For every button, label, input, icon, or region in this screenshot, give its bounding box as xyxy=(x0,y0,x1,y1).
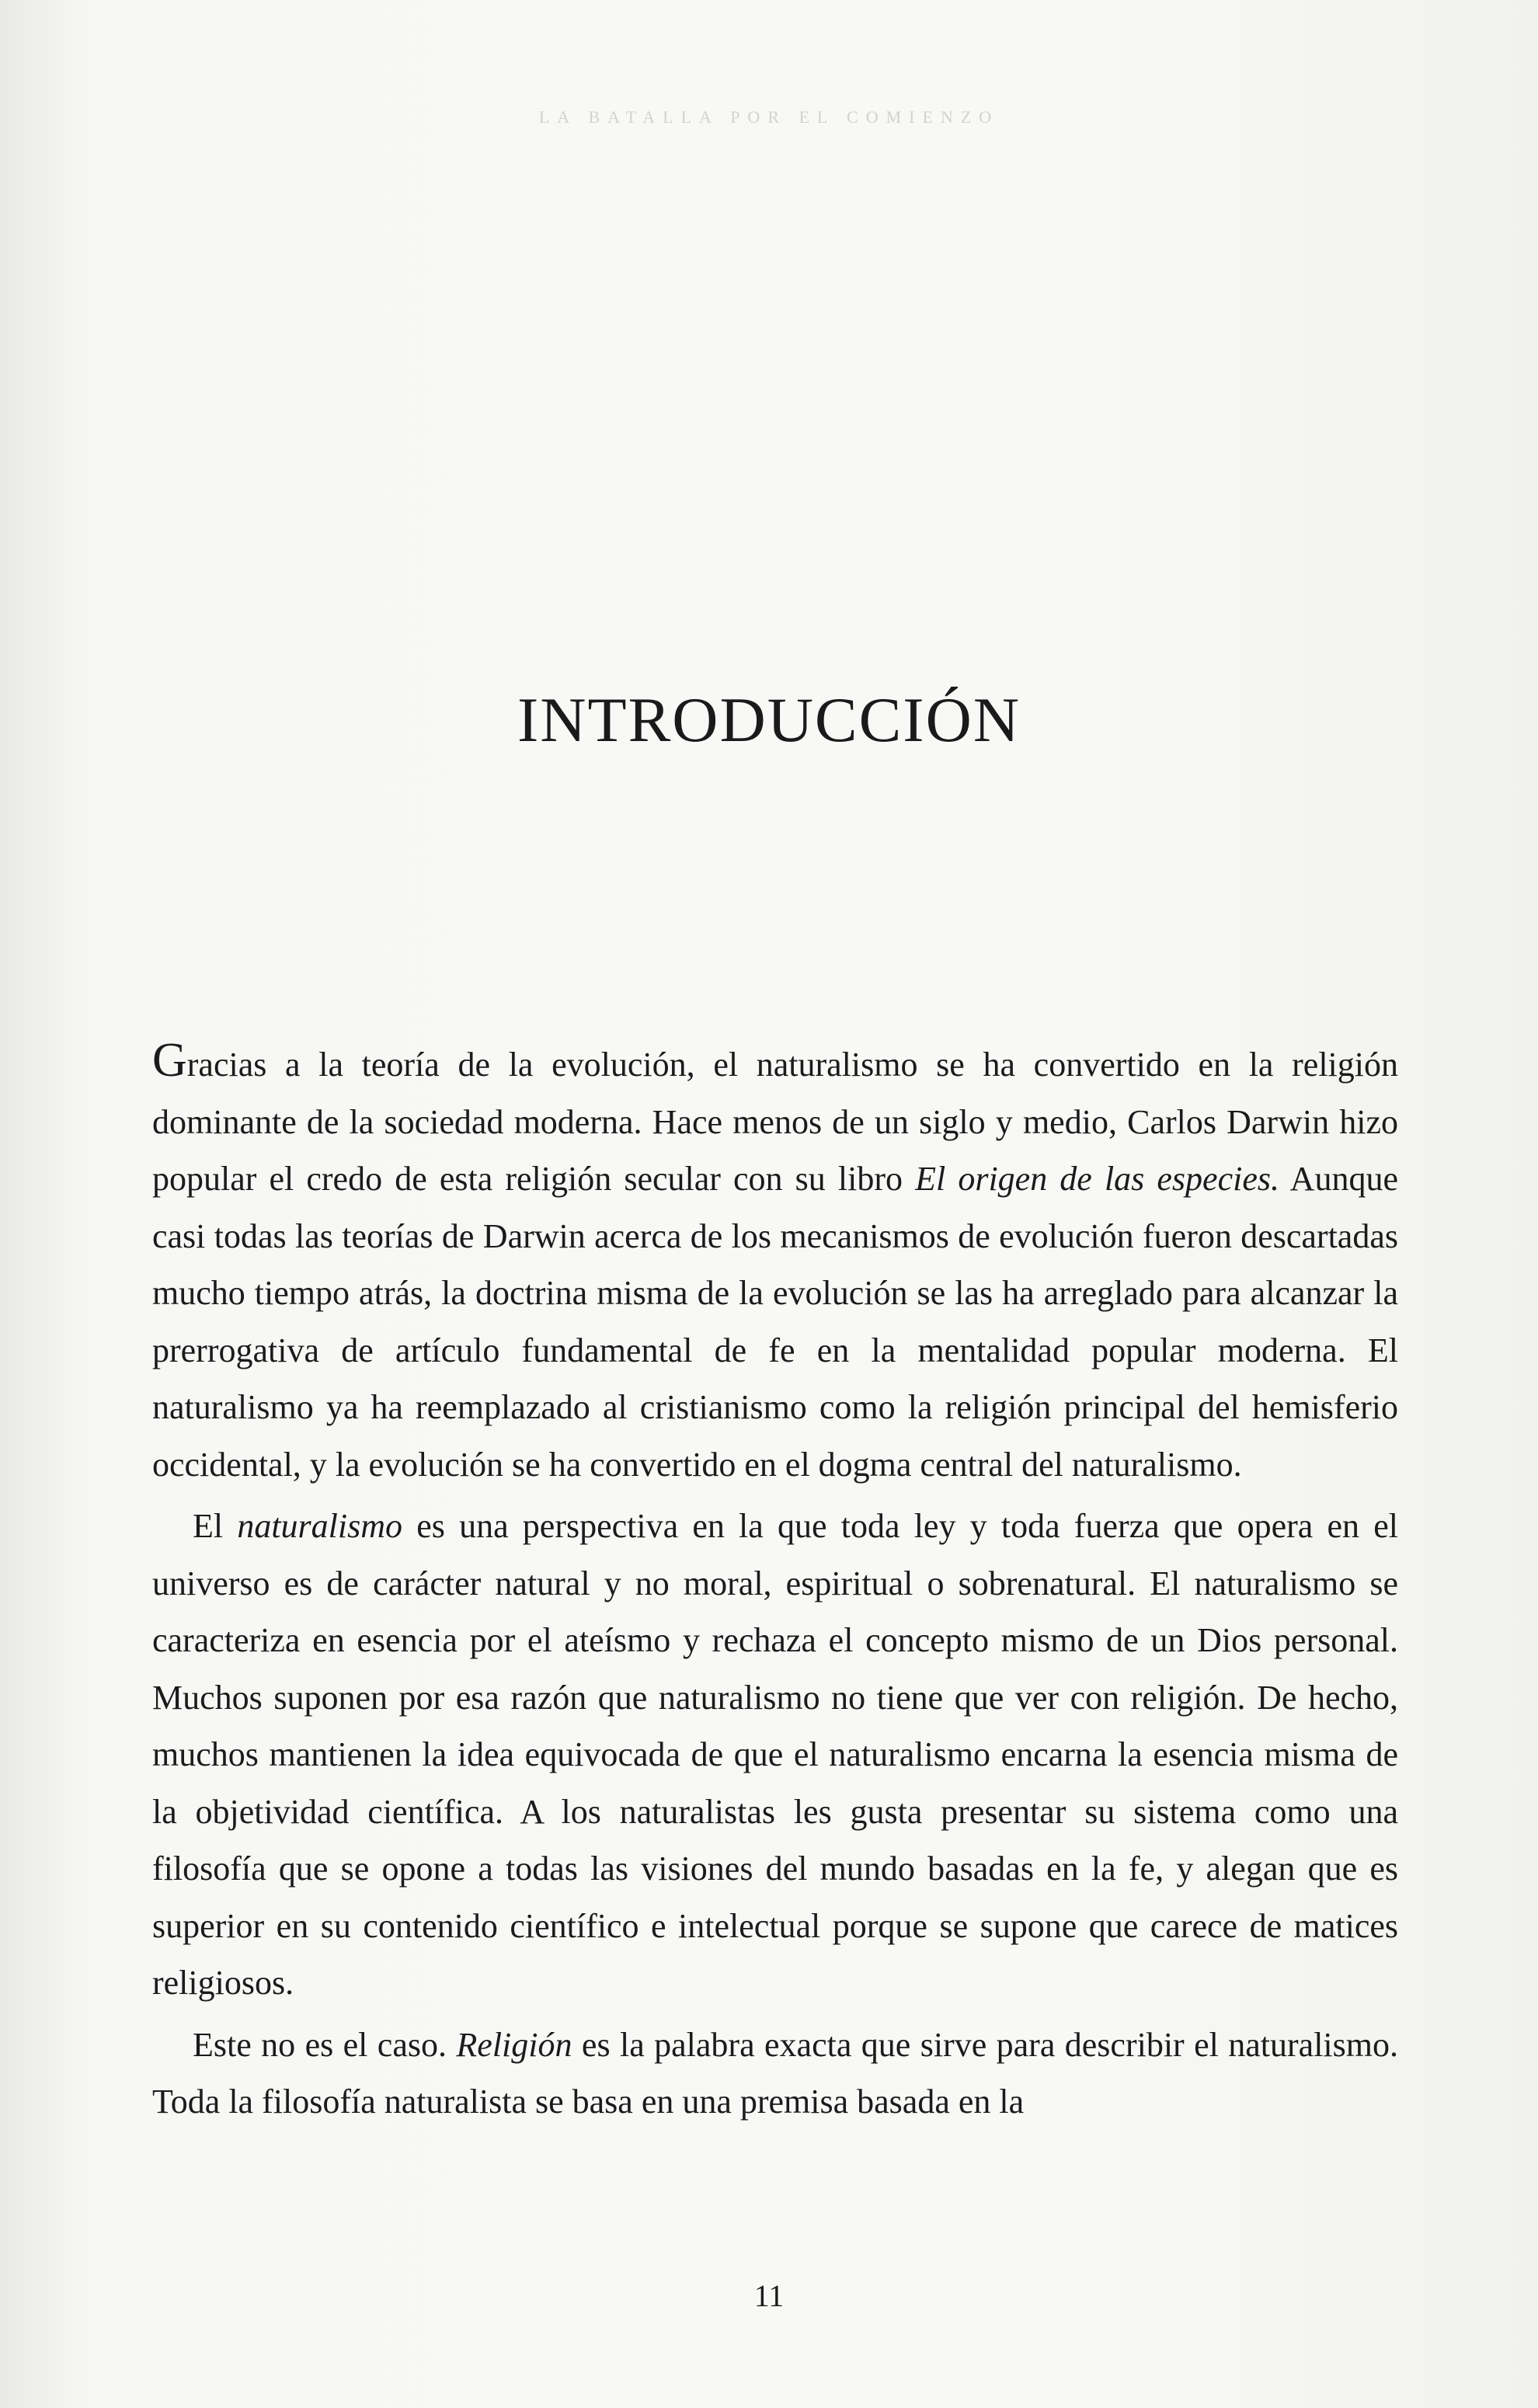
page-number: 11 xyxy=(753,2278,785,2313)
paragraph-3-text-b: es la palabra exacta que sirve para describir el naturalismo. Toda la filosofía naturalista se basa en una premisa basada en la xyxy=(152,2025,1399,2121)
paragraph-1-text-b: Aunque casi todas las teorías de Darwin acerca de los mecanismos de evolución fueron descartadas mucho tiempo atrás, la doctrina misma de la evolución se las ha arreglado para alcanzar la prerrogativa de artículo fundamental de fe en la mentalidad popular moderna. El naturalismo ya ha reemplazado al cristianismo como la religión principal del hemisferio occidental, y la evolución se ha convertido en el dogma central del naturalismo. xyxy=(152,1160,1398,1484)
body-text xyxy=(152,1036,1398,2131)
paragraph-2 xyxy=(152,1498,1398,2012)
paragraph-3 xyxy=(152,2017,1398,2131)
paragraph-1 xyxy=(152,1036,1398,1493)
paragraph-2-text-b: es una perspectiva en la que toda ley y toda fuerza que opera en el universo es de carácter natural y no moral, espiritual o sobrenatural. El naturalismo se caracteriza en esencia por el ateísmo y rechaza el concepto mismo de un Dios personal. Muchos suponen por esa razón que naturalismo no tiene que ver con religión. De hecho, muchos mantienen la idea equivocada de que el naturalismo encarna la esencia misma de la objetividad científica. A los naturalistas les gusta presentar su sistema como una filosofía que se opone a todas las visiones del mundo basadas en la fe, y alegan que es superior en su contenido científico e intelectual porque se supone que carece de matices religiosos. xyxy=(152,1507,1399,2002)
term-italic-naturalismo: naturalismo xyxy=(237,1507,403,1545)
chapter-title: INTRODUCCIÓN xyxy=(517,684,1021,755)
term-italic-religion: Religión xyxy=(456,2025,572,2064)
paragraph-1-text-a: racias a la teoría de la evolución, el naturalismo se ha convertido en la religión dominante de la sociedad moderna. Hace menos de un siglo y medio, Carlos Darwin hizo popular el credo de esta religión secular con su libro xyxy=(152,1046,1398,1198)
book-title-italic: El origen de las especies. xyxy=(915,1160,1279,1198)
paragraph-2-text-a: El xyxy=(193,1507,238,1545)
running-header: LA BATALLA POR EL COMIENZO xyxy=(538,107,1000,127)
paragraph-3-text-a: Este no es el caso. xyxy=(193,2025,457,2064)
drop-cap: G xyxy=(152,1034,187,1087)
